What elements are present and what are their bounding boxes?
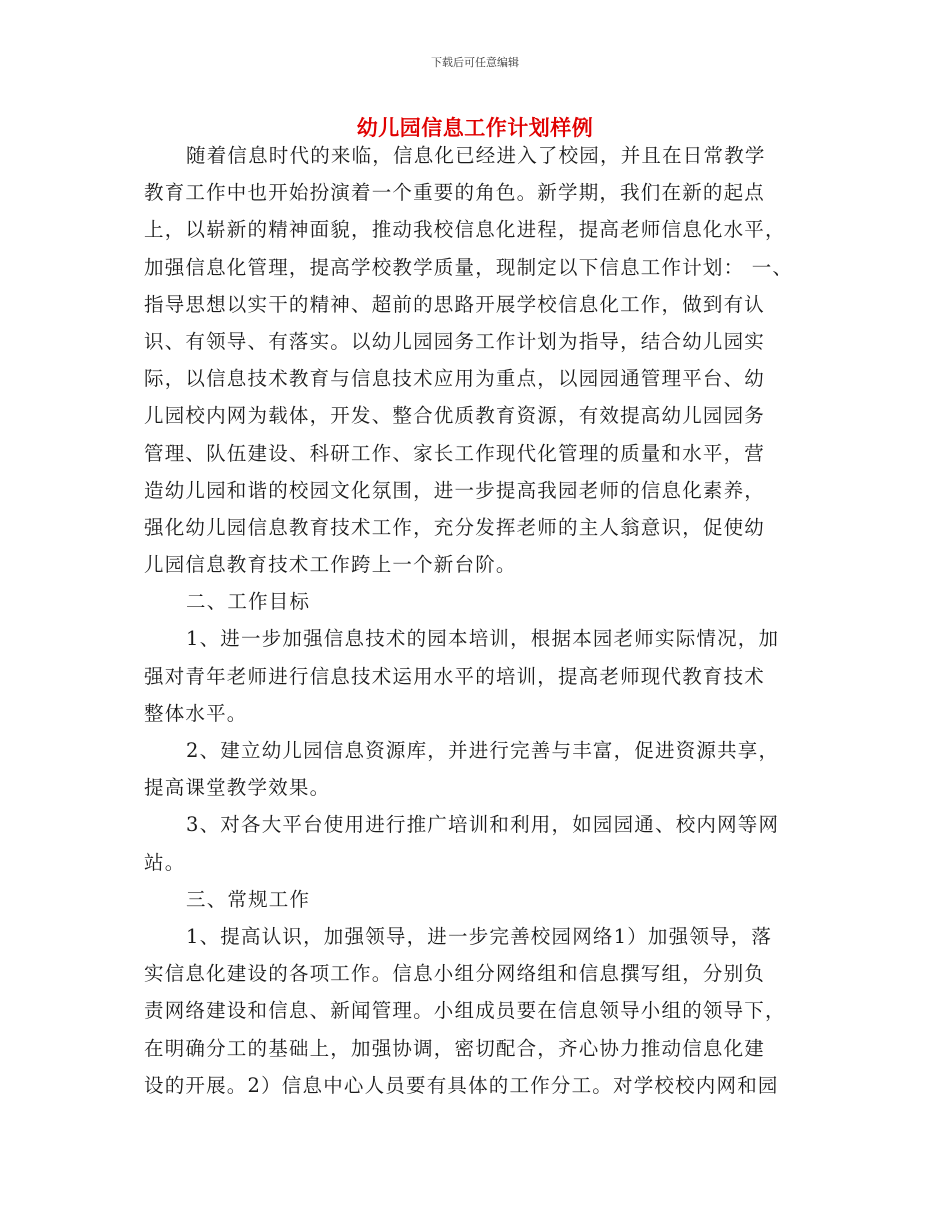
- paragraph-line: 设的开展。2）信息中心人员要有具体的工作分工。对学校校内网和园: [144, 1073, 779, 1097]
- paragraph-line: 3、对各大平台使用进行推广培训和利用，如园园通、校内网等网: [186, 813, 780, 837]
- paragraph-line: 提高课堂教学效果。: [144, 776, 331, 800]
- paragraph-line: 整体水平。: [144, 701, 248, 725]
- paragraph-line: 儿园校内网为载体，开发、整合优质教育资源，有效提高幼儿园园务: [144, 404, 766, 428]
- section-heading: 三、常规工作: [186, 887, 311, 911]
- paragraph-line: 管理、队伍建设、科研工作、家长工作现代化管理的质量和水平，营: [144, 441, 766, 465]
- paragraph-line: 1、进一步加强信息技术的园本培训，根据本园老师实际情况，加: [186, 627, 780, 651]
- paragraph-line: 上，以崭新的精神面貌，推动我校信息化进程，提高老师信息化水平，: [144, 218, 786, 242]
- section-heading: 二、工作目标: [186, 590, 311, 614]
- paragraph-line: 随着信息时代的来临，信息化已经进入了校园，并且在日常教学: [186, 144, 766, 167]
- paragraph-line: 造幼儿园和谐的校园文化氛围，进一步提高我园老师的信息化素养，: [144, 478, 766, 502]
- paragraph-line: 在明确分工的基础上，加强协调，密切配合，齐心协力推动信息化建: [144, 1036, 766, 1060]
- page-header-note: 下载后可任意编辑: [431, 56, 519, 69]
- paragraph-line: 1、提高认识，加强领导，进一步完善校园网络1）加强领导，落: [186, 924, 773, 948]
- document-body: [144, 137, 814, 1104]
- document-title: 幼儿园信息工作计划样例: [356, 116, 594, 140]
- paragraph-line: 责网络建设和信息、新闻管理。小组成员要在信息领导小组的领导下，: [144, 999, 786, 1023]
- paragraph-line: 强对青年老师进行信息技术运用水平的培训，提高老师现代教育技术: [144, 664, 766, 688]
- paragraph-line: 教育工作中也开始扮演着一个重要的角色。新学期，我们在新的起点: [144, 181, 766, 205]
- paragraph-line: 站。: [144, 850, 186, 874]
- paragraph-line: 实信息化建设的各项工作。信息小组分网络组和信息撰写组，分别负: [144, 962, 766, 986]
- paragraph-line: 识、有领导、有落实。以幼儿园园务工作计划为指导，结合幼儿园实: [144, 329, 766, 353]
- paragraph-line: 强化幼儿园信息教育技术工作，充分发挥老师的主人翁意识，促使幼: [144, 515, 766, 539]
- paragraph-line: 加强信息化管理，提高学校教学质量，现制定以下信息工作计划： 一、: [144, 255, 794, 279]
- paragraph-line: 儿园信息教育技术工作跨上一个新台阶。: [144, 553, 517, 577]
- paragraph-line: 2、建立幼儿园信息资源库，并进行完善与丰富，促进资源共享，: [186, 739, 780, 762]
- paragraph-line: 指导思想以实干的精神、超前的思路开展学校信息化工作，做到有认: [144, 292, 766, 316]
- paragraph-line: 际，以信息技术教育与信息技术应用为重点，以园园通管理平台、幼: [144, 367, 766, 391]
